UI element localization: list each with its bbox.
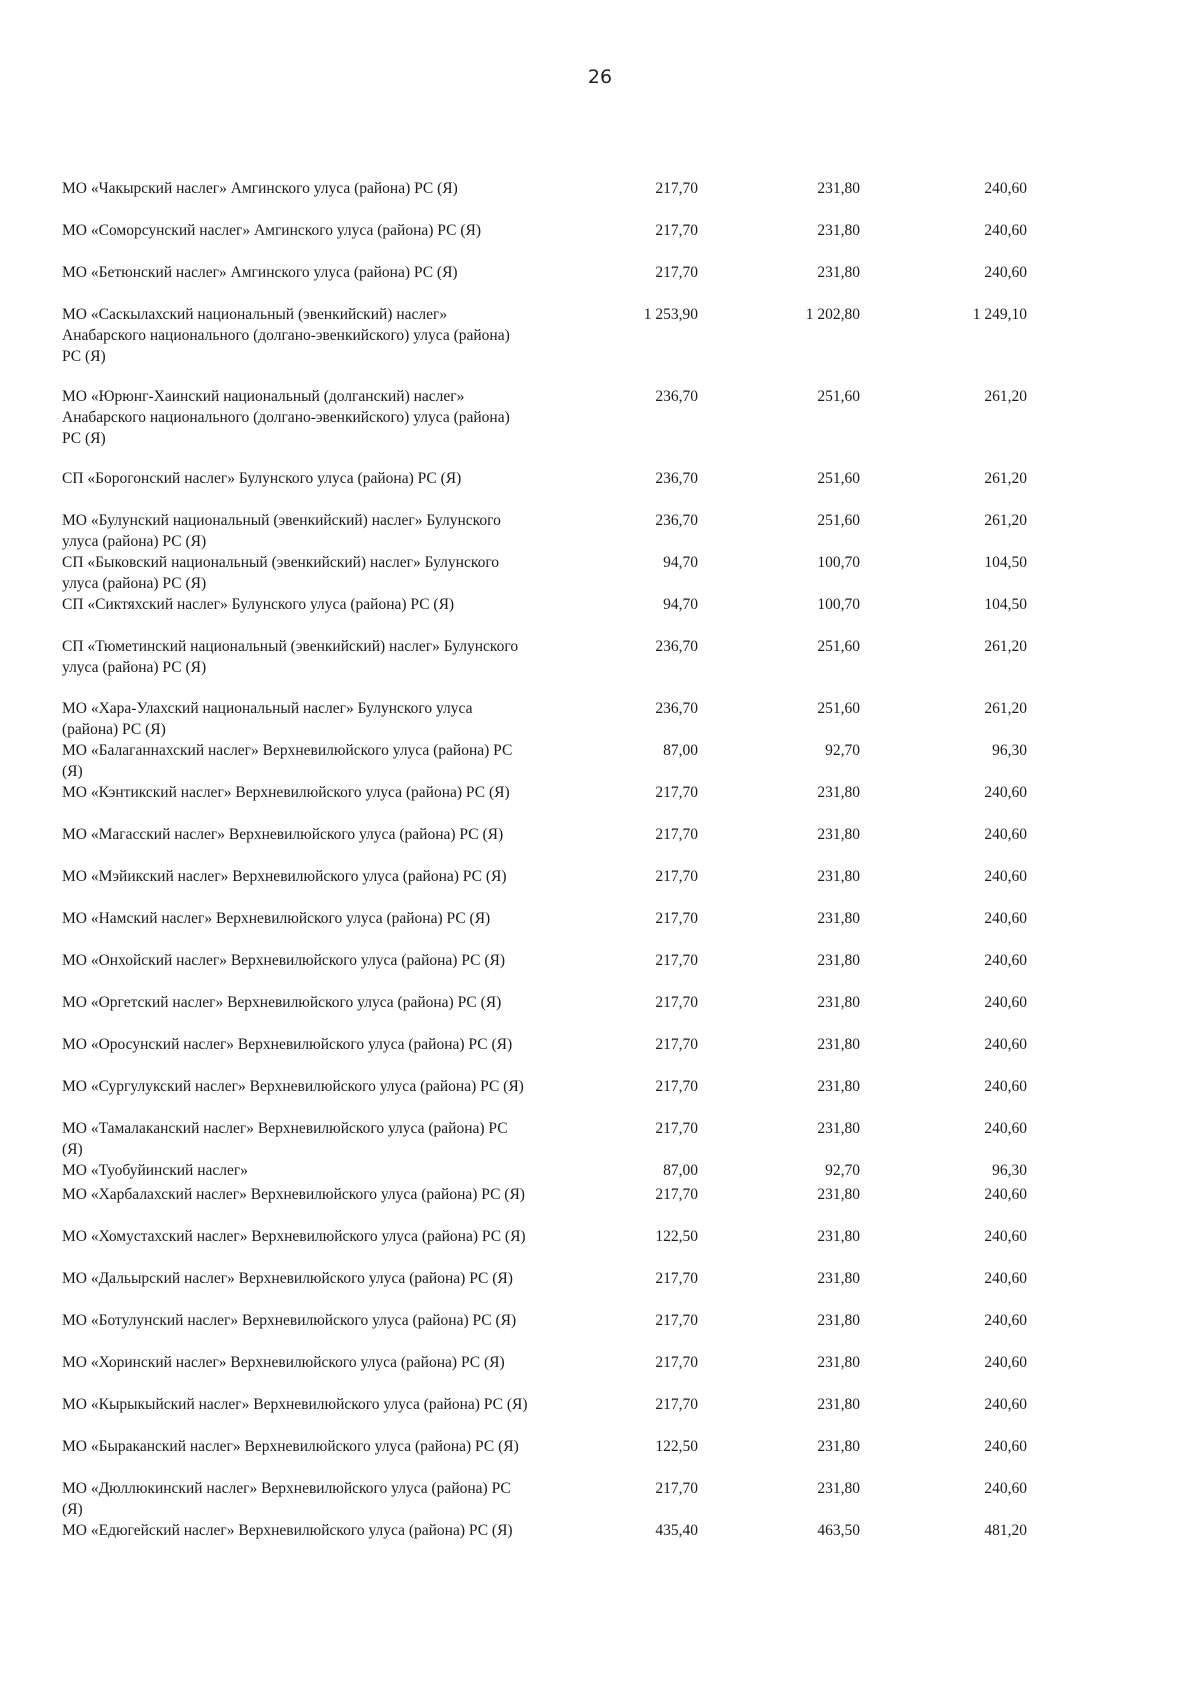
row-name: МО «Соморсунский наслег» Амгинского улуса (района) РС (Я): [62, 222, 481, 239]
row-value-v1: 217,70: [655, 1396, 698, 1413]
row-value-v1: 122,50: [655, 1438, 698, 1455]
row-value-v3: 240,60: [984, 222, 1027, 239]
row-value-v2: 1 202,80: [805, 306, 860, 323]
row-name: МО «Булунский национальный (эвенкийский) наслег» Булунского улуса (района) РС (Я): [62, 512, 501, 550]
row-value-v2: 231,80: [817, 1480, 860, 1497]
row-name: МО «Тамалаканский наслег» Верхневилюйского улуса (района) РС (Я): [62, 1120, 508, 1158]
row-value-v2: 231,80: [817, 868, 860, 885]
row-value-v3: 240,60: [984, 1228, 1027, 1245]
row-value-v2: 231,80: [817, 1120, 860, 1137]
row-name: СП «Тюметинский национальный (эвенкийский) наслег» Булунского улуса (района) РС (Я): [62, 638, 519, 676]
row-value-v2: 251,60: [817, 512, 860, 529]
row-value-v3: 104,50: [984, 554, 1027, 571]
row-value-v3: 261,20: [984, 388, 1027, 405]
row-value-v1: 217,70: [655, 868, 698, 885]
row-value-v2: 231,80: [817, 222, 860, 239]
row-value-v1: 217,70: [655, 222, 698, 239]
row-name: МО «Харбалахский наслег» Верхневилюйского улуса (района) РС (Я): [62, 1186, 525, 1203]
page-number: 26: [587, 66, 613, 88]
row-value-v3: 240,60: [984, 180, 1027, 197]
row-value-v2: 231,80: [817, 1438, 860, 1455]
row-name: МО «Дальырский наслег» Верхневилюйского улуса (района) РС (Я): [62, 1270, 513, 1287]
row-value-v3: 261,20: [984, 638, 1027, 655]
row-name: МО «Ботулунский наслег» Верхневилюйского улуса (района) РС (Я): [62, 1312, 517, 1329]
row-value-v2: 251,60: [817, 638, 860, 655]
row-value-v1: 217,70: [655, 952, 698, 969]
row-value-v3: 240,60: [984, 1120, 1027, 1137]
row-value-v2: 231,80: [817, 1354, 860, 1371]
row-value-v2: 231,80: [817, 826, 860, 843]
row-value-v3: 240,60: [984, 1036, 1027, 1053]
row-value-v1: 217,70: [655, 1078, 698, 1095]
row-name: МО «Дюллюкинский наслег» Верхневилюйского улуса (района) РС (Я): [62, 1480, 511, 1518]
row-value-v2: 231,80: [817, 910, 860, 927]
row-name: МО «Кырыкыйский наслег» Верхневилюйского улуса (района) РС (Я): [62, 1396, 528, 1413]
row-value-v2: 251,60: [817, 700, 860, 717]
row-value-v1: 122,50: [655, 1228, 698, 1245]
row-name: МО «Хара-Улахский национальный наслег» Булунского улуса (района) РС (Я): [62, 700, 473, 738]
row-value-v1: 217,70: [655, 1120, 698, 1137]
row-value-v3: 1 249,10: [972, 306, 1027, 323]
row-value-v2: 231,80: [817, 994, 860, 1011]
row-value-v1: 236,70: [655, 388, 698, 405]
row-value-v1: 217,70: [655, 1480, 698, 1497]
row-value-v1: 236,70: [655, 638, 698, 655]
row-value-v3: 261,20: [984, 512, 1027, 529]
row-value-v1: 236,70: [655, 700, 698, 717]
row-name: СП «Быковский национальный (эвенкийский) наслег» Булунского улуса (района) РС (Я): [62, 554, 500, 592]
row-value-v3: 240,60: [984, 1312, 1027, 1329]
row-value-v3: 261,20: [984, 700, 1027, 717]
row-value-v1: 435,40: [655, 1522, 698, 1539]
row-value-v3: 240,60: [984, 1186, 1027, 1203]
row-value-v1: 217,70: [655, 1312, 698, 1329]
row-value-v3: 240,60: [984, 868, 1027, 885]
row-value-v1: 217,70: [655, 180, 698, 197]
row-value-v1: 217,70: [655, 826, 698, 843]
row-value-v3: 96,30: [992, 742, 1027, 759]
row-name: МО «Едюгейский наслег» Верхневилюйского улуса (района) РС (Я): [62, 1522, 513, 1539]
row-value-v3: 96,30: [992, 1162, 1027, 1179]
row-name: МО «Намский наслег» Верхневилюйского улуса (района) РС (Я): [62, 910, 491, 927]
row-value-v2: 231,80: [817, 264, 860, 281]
row-value-v3: 240,60: [984, 1270, 1027, 1287]
row-value-v1: 87,00: [663, 742, 698, 759]
row-value-v2: 100,70: [817, 554, 860, 571]
row-value-v2: 100,70: [817, 596, 860, 613]
row-value-v2: 92,70: [825, 742, 860, 759]
row-value-v3: 240,60: [984, 826, 1027, 843]
row-value-v1: 217,70: [655, 264, 698, 281]
row-value-v1: 217,70: [655, 1354, 698, 1371]
row-value-v2: 231,80: [817, 952, 860, 969]
row-name: МО «Чакырский наслег» Амгинского улуса (района) РС (Я): [62, 180, 458, 197]
row-name: СП «Сиктяхский наслег» Булунского улуса (района) РС (Я): [62, 596, 455, 613]
row-value-v1: 217,70: [655, 1270, 698, 1287]
row-value-v3: 240,60: [984, 1480, 1027, 1497]
row-value-v3: 240,60: [984, 1396, 1027, 1413]
row-name: МО «Хоринский наслег» Верхневилюйского улуса (района) РС (Я): [62, 1354, 505, 1371]
row-name: СП «Борогонский наслег» Булунского улуса (района) РС (Я): [62, 470, 462, 487]
row-value-v1: 217,70: [655, 1036, 698, 1053]
row-value-v2: 231,80: [817, 1186, 860, 1203]
row-value-v2: 231,80: [817, 180, 860, 197]
row-value-v3: 481,20: [984, 1522, 1027, 1539]
row-name: МО «Быраканский наслег» Верхневилюйского улуса (района) РС (Я): [62, 1438, 519, 1455]
row-value-v2: 231,80: [817, 1270, 860, 1287]
row-value-v1: 236,70: [655, 470, 698, 487]
row-value-v1: 217,70: [655, 994, 698, 1011]
row-value-v1: 217,70: [655, 1186, 698, 1203]
row-value-v2: 463,50: [817, 1522, 860, 1539]
row-value-v2: 231,80: [817, 1078, 860, 1095]
row-value-v1: 94,70: [663, 596, 698, 613]
row-name: МО «Мэйикский наслег» Верхневилюйского улуса (района) РС (Я): [62, 868, 507, 885]
row-value-v3: 240,60: [984, 952, 1027, 969]
row-value-v1: 1 253,90: [643, 306, 698, 323]
row-value-v1: 217,70: [655, 784, 698, 801]
row-value-v3: 240,60: [984, 1078, 1027, 1095]
row-value-v2: 231,80: [817, 1036, 860, 1053]
row-value-v2: 231,80: [817, 1312, 860, 1329]
row-value-v3: 104,50: [984, 596, 1027, 613]
row-name: МО «Балаганнахский наслег» Верхневилюйского улуса (района) РС (Я): [62, 742, 513, 780]
row-value-v3: 240,60: [984, 1354, 1027, 1371]
row-value-v2: 231,80: [817, 1396, 860, 1413]
row-name: МО «Туобуйинский наслег»: [62, 1162, 248, 1179]
row-name: МО «Оросунский наслег» Верхневилюйского улуса (района) РС (Я): [62, 1036, 513, 1053]
row-value-v2: 251,60: [817, 388, 860, 405]
row-value-v2: 92,70: [825, 1162, 860, 1179]
row-value-v2: 231,80: [817, 784, 860, 801]
row-value-v3: 261,20: [984, 470, 1027, 487]
row-value-v2: 251,60: [817, 470, 860, 487]
row-value-v2: 231,80: [817, 1228, 860, 1245]
row-name: МО «Хомустахский наслег» Верхневилюйского улуса (района) РС (Я): [62, 1228, 526, 1245]
row-name: МО «Кэнтикский наслег» Верхневилюйского улуса (района) РС (Я): [62, 784, 510, 801]
row-value-v3: 240,60: [984, 910, 1027, 927]
row-value-v1: 94,70: [663, 554, 698, 571]
row-name: МО «Онхойский наслег» Верхневилюйского улуса (района) РС (Я): [62, 952, 506, 969]
row-value-v3: 240,60: [984, 784, 1027, 801]
row-name: МО «Оргетский наслег» Верхневилюйского улуса (района) РС (Я): [62, 994, 502, 1011]
row-value-v1: 87,00: [663, 1162, 698, 1179]
row-value-v1: 217,70: [655, 910, 698, 927]
row-value-v3: 240,60: [984, 1438, 1027, 1455]
row-value-v3: 240,60: [984, 264, 1027, 281]
row-value-v1: 236,70: [655, 512, 698, 529]
row-name: МО «Сургулукский наслег» Верхневилюйского улуса (района) РС (Я): [62, 1078, 524, 1095]
row-name: МО «Магасский наслег» Верхневилюйского улуса (района) РС (Я): [62, 826, 504, 843]
row-name: МО «Юрюнг-Хаинский национальный (долганский) наслег» Анабарского национального (долгано-эвенкийского) улуса (района) РС (Я): [62, 388, 510, 447]
row-name: МО «Саскылахский национальный (эвенкийский) наслег» Анабарского национального (долгано-эвенкийского) улуса (района) РС (Я): [62, 306, 510, 365]
row-name: МО «Бетюнский наслег» Амгинского улуса (района) РС (Я): [62, 264, 458, 281]
row-value-v3: 240,60: [984, 994, 1027, 1011]
